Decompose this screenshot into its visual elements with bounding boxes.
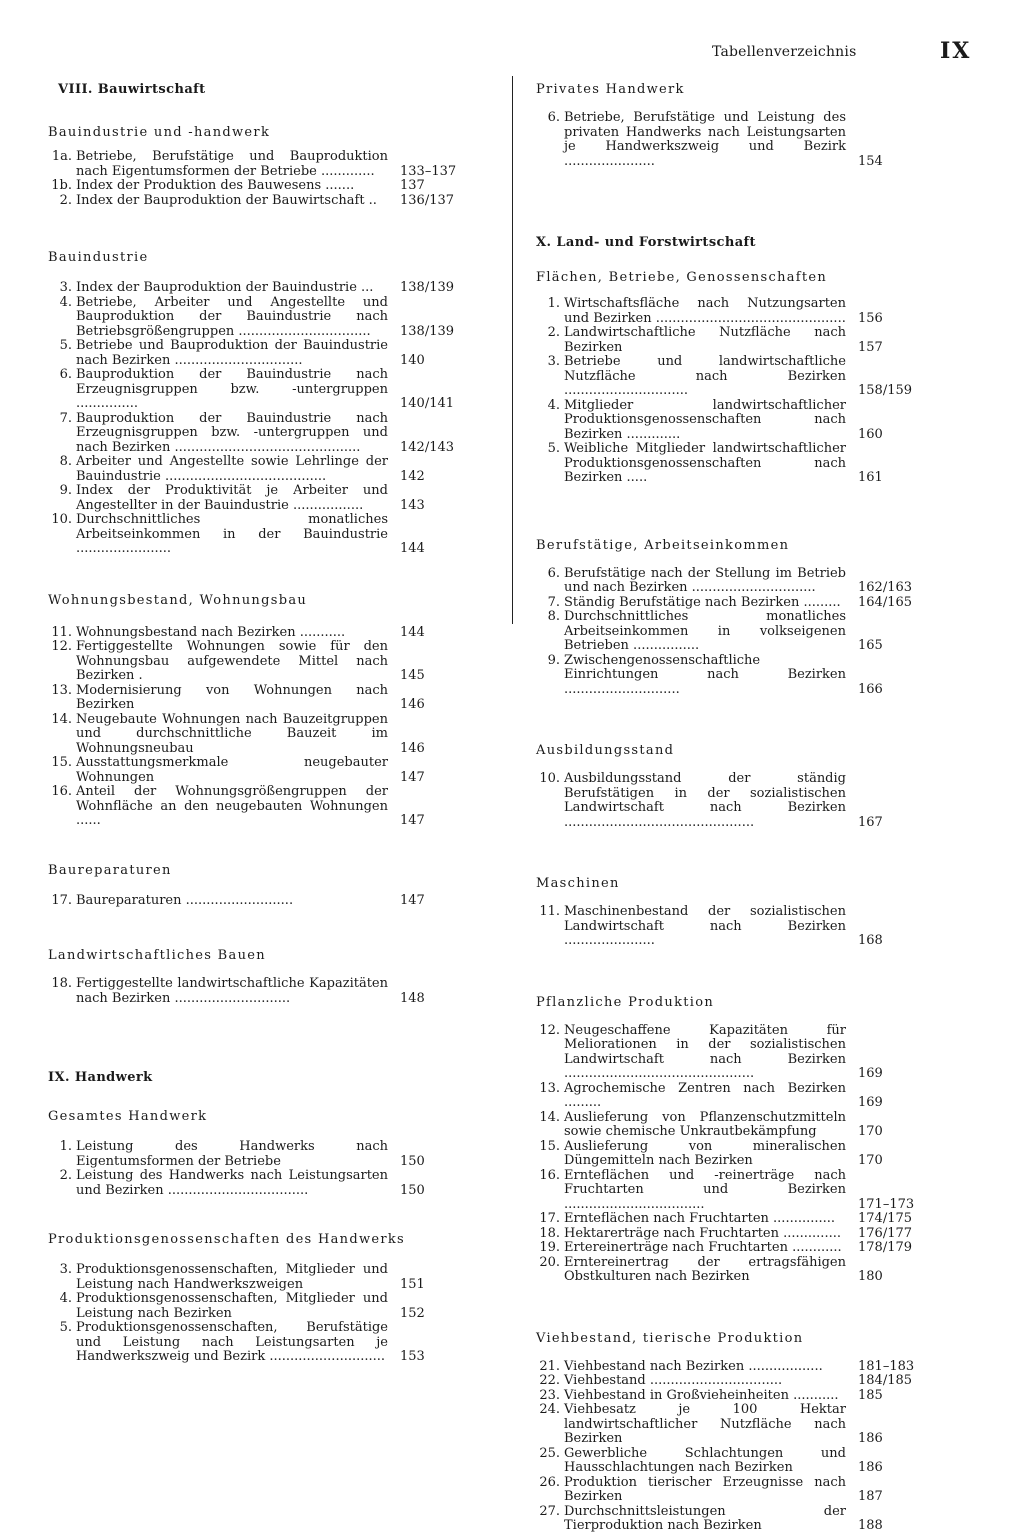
entry-number: 15. [539,1138,560,1154]
entry-title: Viehbestand nach Bezirken .................. [564,1358,823,1374]
entry-page: 181–183 [858,1358,915,1374]
toc-entry [48,640,448,684]
entry-title: Viehbesatz je 100 Hektar landwirtschaftlicher Nutzfläche nach Bezirken [564,1402,846,1446]
entry-page: 169 [858,1095,883,1110]
left-column [48,82,457,1365]
entry-page: 147 [400,769,425,785]
entry-title: Durchschnittliches monatliches Arbeitseinkommen in volkseigenen Betrieben ................ [564,609,846,653]
entry-title: Berufstätige nach der Stellung im Betrieb und nach Bezirken .............................. [564,565,846,595]
chapter-heading: X. Land- und Forstwirtschaft [536,235,756,250]
entry-title: Gewerbliche Schlachtungen und Hausschlachtungen nach Bezirken [564,1445,846,1475]
toc-entry [536,1211,913,1227]
entry-page: 171–173 [858,1196,915,1212]
entry-page: 144 [400,541,425,556]
entry-page: 142/143 [400,439,455,455]
chapter-heading: VIII. Bauwirtschaft [58,82,206,97]
entry-title: Zwischengenossenschaftliche Einrichtungen nach Bezirken ............................ [564,652,846,697]
entry-page: 167 [858,814,883,830]
toc-list [536,296,913,486]
section-heading: Gesamtes Handwerk [48,1109,208,1124]
toc-entry [536,326,906,355]
entry-page: 140 [400,352,425,368]
entry-title: Index der Produktion des Bauwesens ....... [76,178,355,193]
entry-number: 23. [539,1387,560,1403]
entry-page: 145 [400,668,425,683]
toc-entry [48,1169,448,1198]
entry-page: 169 [858,1066,883,1081]
entry-title: Ertereinerträge nach Fruchtarten ............ [564,1240,842,1255]
entry-number: 11. [539,904,560,919]
page-number: IX [940,38,972,64]
section-heading: Ausbildungsstand [536,743,675,758]
section-heading: Viehbestand, tierische Produktion [536,1330,804,1346]
entry-number: 6. [547,110,560,125]
entry-number: 16. [539,1167,560,1183]
toc-entry [536,772,906,830]
toc-entry [536,1403,906,1447]
entry-number: 1b. [51,178,72,193]
entry-number: 10. [539,771,560,786]
entry-page: 150 [400,1182,425,1198]
entry-title: Bauproduktion der Bauindustrie nach Erzeugnisgruppen bzw. -untergruppen und nach Bezirken ............................................. [76,410,388,455]
entry-page: 146 [400,740,425,756]
entry-title: Leistung des Handwerks nach Leistungsarten und Bezirken .................................. [76,1168,388,1198]
entry-title: Bauproduktion der Bauindustrie nach Erzeugnisgruppen bzw. -untergruppen ............... [76,367,388,411]
entry-page: 176/177 [858,1225,913,1241]
entry-page: 152 [400,1305,425,1321]
toc-entry [536,610,906,654]
entry-page: 158/159 [858,383,913,398]
entry-page: 148 [400,990,425,1006]
toc-entry [536,1225,913,1242]
toc-entry [536,111,906,169]
entry-title: Arbeiter und Angestellte sowie Lehrlinge der Bauindustrie ....................................... [76,454,388,484]
entry-title: Erntereinertrag der ertragsfähigen Obstkulturen nach Bezirken [564,1254,846,1284]
toc-entry [48,410,455,456]
entry-page: 188 [858,1518,883,1533]
toc-entry [48,1263,448,1292]
entry-number: 25. [539,1445,560,1461]
entry-title: Wohnungsbestand nach Bezirken ........... [76,624,346,640]
toc-entry [536,1167,915,1213]
entry-page: 146 [400,697,425,712]
entry-number: 14. [51,711,72,727]
entry-page: 153 [400,1349,425,1364]
entry-title: Ernteflächen und -reinerträge nach Fruchtarten und Bezirken .................................. [564,1167,846,1212]
toc-entry [48,192,455,209]
toc-entry [536,1240,913,1256]
entry-page: 147 [400,892,425,908]
entry-page: 144 [400,624,425,640]
section-heading: Bauindustrie und -handwerk [48,125,271,140]
toc-entry [48,756,448,785]
entry-page: 140/141 [400,396,455,411]
entry-title: Mitglieder landwirtschaftlicher Produktionsgenossenschaften nach Bezirken ............. [564,397,846,442]
entry-number: 10. [51,512,72,527]
entry-title: Betriebe und landwirtschaftliche Nutzfläche nach Bezirken .............................. [564,354,846,398]
section-heading: Berufstätige, Arbeitseinkommen [536,537,790,553]
entry-title: Fertiggestellte Wohnungen sowie für den Wohnungsbau aufgewendete Mittel nach Bezirken . [76,639,388,683]
entry-number: 2. [547,325,560,340]
entry-number: 12. [539,1022,560,1038]
toc-entry [536,354,913,399]
toc-entry [536,905,906,949]
section-heading: Landwirtschaftliches Bauen [48,948,266,963]
toc-list [536,111,906,169]
section-heading: Flächen, Betriebe, Genossenschaften [536,270,828,285]
toc-list [48,894,448,909]
entry-title: Modernisierung von Wohnungen nach Bezirken [76,682,388,712]
entry-title: Viehbestand in Großvieheinheiten ........... [564,1387,839,1403]
toc-entry [536,594,913,611]
entry-page: 174/175 [858,1211,913,1226]
toc-list [48,626,448,829]
entry-title: Betriebe und Bauproduktion der Bauindustrie nach Bezirken ............................... [76,338,388,368]
entry-page: 170 [858,1153,883,1168]
toc-entry [48,280,455,296]
entry-page: 133–137 [400,163,457,179]
entry-number: 18. [539,1225,560,1241]
entry-title: Produktionsgenossenschaften, Berufstätige und Leistung nach Leistungsarten je Handwerkszweig und Bezirk ............................ [76,1320,388,1364]
toc-entry [536,1111,906,1140]
entry-title: Viehbestand ................................ [564,1373,783,1388]
entry-number: 4. [59,294,72,310]
entry-title: Ständig Berufstätige nach Bezirken ......... [564,594,841,610]
section-heading: Pflanzliche Produktion [536,994,715,1010]
toc-entry [48,179,448,194]
entry-number: 2. [59,192,72,208]
toc-entry [48,513,448,557]
toc-list [536,565,913,698]
entry-title: Index der Bauproduktion der Bauindustrie ... [76,280,374,295]
toc-list [536,772,906,830]
toc-entry [536,1256,906,1285]
toc-entry [536,565,913,596]
entry-page: 187 [858,1489,883,1504]
column-divider [512,76,513,624]
entry-title: Fertiggestellte landwirtschaftliche Kapazitäten nach Bezirken ............................ [76,976,388,1006]
toc-entry [48,1321,448,1365]
toc-entry [536,1389,906,1404]
toc-entry [536,1024,906,1082]
entry-page: 150 [400,1153,425,1169]
entry-title: Wirtschaftsfläche nach Nutzungsarten und Bezirken .............................................. [564,296,846,326]
toc-list [48,1263,448,1365]
toc-entry [536,399,906,443]
entry-title: Landwirtschaftliche Nutzfläche nach Bezirken [564,325,846,355]
toc-entry [536,1447,906,1476]
entry-number: 14. [539,1109,560,1125]
entry-page: 157 [858,339,883,355]
entry-title: Ausstattungsmerkmale neugebauter Wohnungen [76,755,388,785]
section-heading: Maschinen [536,876,620,891]
toc-list [536,1022,915,1285]
entry-number: 15. [51,755,72,770]
entry-page: 151 [400,1276,425,1292]
toc-entry [536,1082,906,1111]
entry-page: 165 [858,638,883,653]
entry-number: 6. [547,565,560,581]
entry-number: 1. [547,296,560,311]
entry-title: Betriebe, Berufstätige und Leistung des privaten Handwerks nach Leistungsarten je Handwerkszweig und Bezirk ...................... [564,110,846,169]
entry-title: Betriebe, Berufstätige und Bauproduktion nach Eigentumsformen der Betriebe ............. [76,149,388,179]
entry-number: 1. [59,1139,72,1154]
entry-title: Agrochemische Zentren nach Bezirken ......... [564,1080,846,1110]
toc-list [48,977,448,1006]
entry-page: 184/185 [858,1373,913,1388]
section-heading: Privates Handwerk [536,82,685,97]
toc-entry [48,977,448,1006]
entry-title: Durchschnittliches monatliches Arbeitseinkommen in der Bauindustrie ....................... [76,512,388,556]
entry-page: 185 [858,1387,883,1403]
toc-entry [48,713,448,757]
entry-number: 9. [59,483,72,498]
section-heading: Baureparaturen [48,862,172,878]
entry-number: 8. [59,454,72,469]
section-heading: Wohnungsbestand, Wohnungsbau [48,592,308,608]
entry-number: 9. [547,652,560,668]
entry-page: 178/179 [858,1240,913,1255]
entry-number: 20. [539,1254,560,1270]
entry-title: Baureparaturen .......................... [76,892,294,908]
toc-entry [536,1373,913,1389]
entry-number: 1a. [51,149,72,164]
entry-page: 143 [400,497,425,513]
entry-number: 16. [51,784,72,799]
entry-page: 160 [858,426,883,442]
toc-entry [536,654,906,698]
entry-number: 13. [51,682,72,698]
entry-number: 26. [539,1474,560,1490]
entry-number: 17. [51,892,72,908]
toc-entry [536,442,906,486]
entry-title: Index der Bauproduktion der Bauwirtschaft .. [76,192,377,208]
toc-list [536,905,906,949]
entry-number: 17. [539,1211,560,1226]
entry-page: 180 [858,1269,883,1284]
toc-entry [48,894,448,909]
entry-title: Betriebe, Arbeiter und Angestellte und Bauproduktion der Bauindustrie nach Betriebsgrößengruppen ................................ [76,294,388,339]
entry-title: Durchschnittsleistungen der Tierproduktion nach Bezirken [564,1503,846,1533]
entry-number: 21. [539,1358,560,1374]
entry-title: Weibliche Mitglieder landwirtschaftlicher Produktionsgenossenschaften nach Bezirken ..... [564,441,846,485]
entry-number: 11. [51,624,72,640]
entry-page: 142 [400,468,425,484]
entry-title: Produktionsgenossenschaften, Mitglieder und Leistung nach Handwerkszweigen [76,1262,388,1292]
entry-number: 3. [547,354,560,369]
toc-entry [536,1140,906,1169]
entry-title: Auslieferung von mineralischen Düngemitteln nach Bezirken [564,1138,846,1168]
entry-title: Anteil der Wohnungsgrößengruppen der Wohnfläche an den neugebauten Wohnungen ...... [76,784,388,828]
entry-title: Ernteflächen nach Fruchtarten ............... [564,1211,836,1226]
entry-number: 3. [59,280,72,295]
toc-list [48,149,457,208]
entry-number: 27. [539,1503,560,1519]
entry-title: Index der Produktivität je Arbeiter und Angestellter in der Bauindustrie ................. [76,483,388,513]
entry-number: 4. [547,397,560,413]
entry-page: 138/139 [400,323,455,339]
entry-title: Ausbildungsstand der ständig Berufstätigen in der sozialistischen Landwirtschaft nach Bezirken .............................................. [564,771,846,830]
section-heading: Bauindustrie [48,250,149,265]
entry-number: 19. [539,1240,560,1255]
toc-entry [48,484,448,513]
running-title: Tabellenverzeichnis [712,44,857,60]
entry-page: 136/137 [400,192,455,208]
entry-number: 18. [51,976,72,991]
entry-title: Neugebaute Wohnungen nach Bauzeitgruppen und durchschnittliche Bauzeit im Wohnungsneubau [76,711,388,756]
section-heading: Produktionsgenossenschaften des Handwerks [48,1232,406,1247]
toc-entry [48,339,448,368]
entry-page: 156 [858,310,883,326]
toc-list [48,1140,448,1198]
entry-title: Produktionsgenossenschaften, Mitglieder und Leistung nach Bezirken [76,1291,388,1321]
entry-number: 5. [59,338,72,353]
entry-title: Produktion tierischer Erzeugnisse nach Bezirken [564,1474,846,1504]
entry-number: 7. [547,594,560,610]
entry-page: 186 [858,1460,883,1475]
entry-title: Maschinenbestand der sozialistischen Landwirtschaft nach Bezirken ...................... [564,904,846,948]
entry-number: 3. [59,1262,72,1277]
entry-page: 162/163 [858,580,913,595]
toc-entry [48,149,457,179]
entry-page: 170 [858,1124,883,1139]
entry-number: 5. [59,1320,72,1335]
entry-page: 164/165 [858,594,913,610]
entry-title: Hektarerträge nach Fruchtarten .............. [564,1225,841,1241]
toc-entry [536,1505,906,1534]
chapter-heading: IX. Handwerk [48,1070,153,1085]
entry-number: 4. [59,1291,72,1306]
toc-entry [48,785,448,829]
toc-entry [48,455,448,484]
entry-number: 24. [539,1402,560,1417]
toc-list [48,280,455,557]
entry-page: 147 [400,813,425,828]
entry-number: 5. [547,441,560,456]
entry-page: 166 [858,681,883,697]
entry-page: 168 [858,933,883,948]
toc-entry [48,294,455,340]
entry-title: Neugeschaffene Kapazitäten für Meliorationen in der sozialistischen Landwirtschaft nach Bezirken .............................................. [564,1022,846,1081]
entry-page: 137 [400,178,425,193]
entry-page: 186 [858,1431,883,1446]
toc-entry [536,1358,915,1375]
entry-number: 8. [547,609,560,624]
entry-title: Leistung des Handwerks nach Eigentumsformen der Betriebe [76,1139,388,1169]
toc-entry [48,684,448,713]
right-column [536,82,915,1534]
toc-entry [48,626,448,641]
entry-page: 138/139 [400,280,455,295]
toc-entry [48,367,455,412]
entry-number: 12. [51,639,72,654]
entry-page: 161 [858,470,883,485]
entry-number: 22. [539,1373,560,1388]
entry-number: 13. [539,1080,560,1096]
entry-page: 154 [858,153,883,169]
entry-number: 6. [59,367,72,382]
entry-number: 7. [59,410,72,426]
toc-entry [48,1140,448,1169]
toc-entry [536,1476,906,1505]
entry-title: Auslieferung von Pflanzenschutzmitteln sowie chemische Unkrautbekämpfung [564,1109,846,1139]
entry-number: 2. [59,1168,72,1183]
toc-list [536,1358,915,1534]
toc-entry [48,1292,448,1321]
toc-entry [536,297,906,326]
